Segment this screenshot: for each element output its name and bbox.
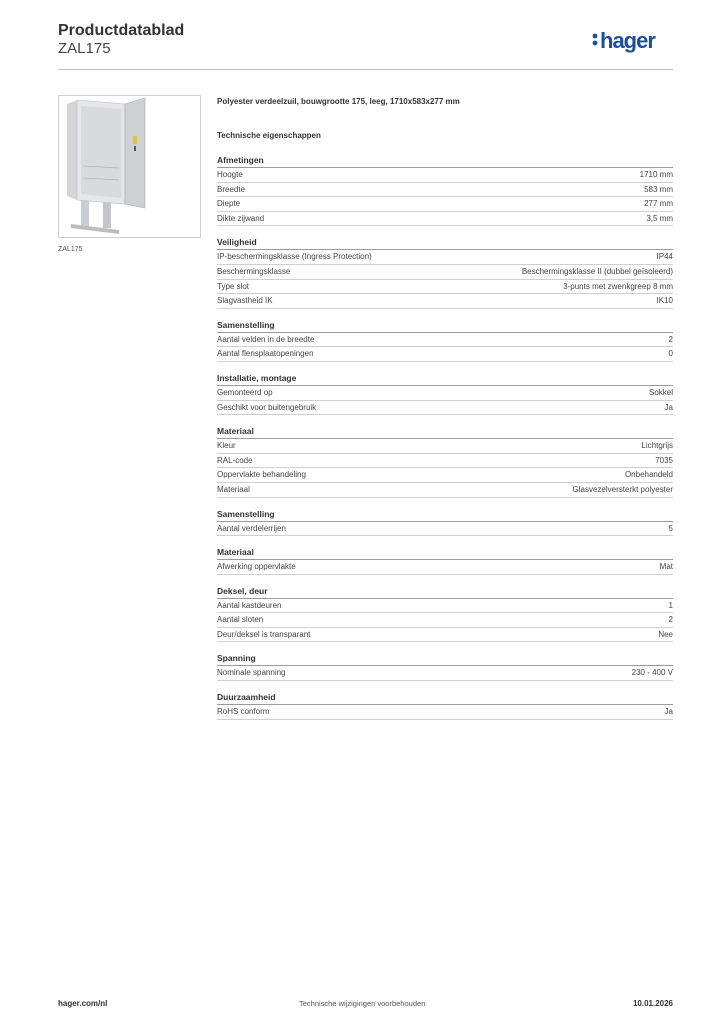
spec-label: Type slot bbox=[217, 281, 250, 291]
spec-value: 2 bbox=[668, 615, 673, 625]
spec-label: RAL-code bbox=[217, 455, 253, 465]
spec-row bbox=[217, 468, 673, 483]
spec-label: Materiaal bbox=[217, 484, 250, 494]
spec-row bbox=[217, 560, 673, 575]
spec-value: Glasvezelversterkt polyester bbox=[572, 484, 673, 494]
spec-section-title: Materiaal bbox=[217, 425, 673, 439]
spec-value: Sokkel bbox=[648, 387, 673, 397]
spec-section bbox=[217, 546, 673, 575]
spec-row bbox=[217, 347, 673, 362]
spec-label: Aantal velden in de breedte bbox=[217, 334, 315, 344]
product-specs bbox=[217, 96, 673, 730]
spec-value: 1710 mm bbox=[639, 170, 673, 179]
spec-section-title: Installatie, montage bbox=[217, 372, 673, 386]
spec-label: Geschikt voor buitengebruik bbox=[217, 402, 317, 412]
spec-label: Kleur bbox=[217, 441, 236, 451]
spec-row bbox=[217, 168, 673, 183]
spec-value: Ja bbox=[664, 402, 673, 412]
spec-section-title: Duurzaamheid bbox=[217, 691, 673, 705]
spec-section-title: Afmetingen bbox=[217, 154, 673, 168]
spec-label: Breedte bbox=[217, 184, 246, 194]
spec-label: Aantal sloten bbox=[217, 615, 264, 625]
spec-row bbox=[217, 483, 673, 498]
spec-value: 7035 bbox=[655, 455, 673, 465]
spec-label: Beschermingsklasse bbox=[217, 266, 291, 276]
spec-row bbox=[217, 454, 673, 469]
hager-dots-logo-icon bbox=[593, 34, 598, 46]
spec-section bbox=[217, 236, 673, 308]
spec-label: Oppervlakte behandeling bbox=[217, 470, 306, 480]
footer-date: 10.01.2026 bbox=[632, 999, 673, 1008]
footer-website[interactable]: hager.com/nl bbox=[58, 999, 108, 1008]
logo-text: hager bbox=[600, 28, 655, 53]
spec-row bbox=[217, 386, 673, 401]
spec-label: Gemonteerd op bbox=[217, 387, 273, 397]
spec-row bbox=[217, 599, 673, 614]
page-title: Productdatablad bbox=[58, 22, 185, 39]
spec-value: 230 - 400 V bbox=[631, 668, 673, 678]
spec-row bbox=[217, 439, 673, 454]
spec-value: IK10 bbox=[656, 296, 673, 306]
spec-value: 0 bbox=[668, 349, 673, 359]
spec-section bbox=[217, 652, 673, 681]
spec-sections bbox=[217, 154, 673, 720]
spec-label: Hoogte bbox=[217, 170, 243, 179]
spec-label: Dikte zijwand bbox=[217, 213, 265, 223]
spec-section bbox=[217, 372, 673, 415]
spec-section-title: Samenstelling bbox=[217, 319, 673, 333]
spec-row bbox=[217, 613, 673, 628]
spec-row bbox=[217, 401, 673, 416]
spec-row bbox=[217, 280, 673, 295]
spec-row bbox=[217, 197, 673, 212]
spec-row bbox=[217, 250, 673, 265]
spec-label: Aantal verdelerrijen bbox=[217, 523, 286, 533]
spec-section-title: Samenstelling bbox=[217, 508, 673, 522]
spec-row bbox=[217, 265, 673, 280]
spec-row bbox=[217, 628, 673, 643]
spec-value: 583 mm bbox=[644, 184, 673, 194]
image-caption: ZAL175 bbox=[58, 246, 83, 253]
product-image bbox=[58, 95, 201, 238]
spec-value: 3,5 mm bbox=[646, 213, 673, 223]
spec-section bbox=[217, 319, 673, 362]
spec-value: 277 mm bbox=[644, 199, 673, 209]
spec-value: Nee bbox=[658, 629, 673, 639]
spec-label: IP-beschermingsklasse (Ingress Protection) bbox=[217, 252, 372, 262]
spec-section bbox=[217, 154, 673, 226]
spec-value: IP44 bbox=[656, 252, 673, 262]
spec-value: 5 bbox=[668, 523, 673, 533]
spec-label: Deur/deksel is transparant bbox=[217, 629, 311, 639]
spec-value: 2 bbox=[668, 334, 673, 344]
hager-logo bbox=[592, 24, 674, 58]
spec-section bbox=[217, 508, 673, 537]
spec-row bbox=[217, 705, 673, 720]
spec-section-title: Deksel, deur bbox=[217, 585, 673, 599]
technical-properties-title: Technische eigenschappen bbox=[217, 131, 321, 140]
spec-value: Lichtgrijs bbox=[641, 441, 673, 451]
spec-section-title: Spanning bbox=[217, 652, 673, 666]
spec-label: Nominale spanning bbox=[217, 668, 286, 678]
spec-value: Beschermingsklasse II (dubbel geïsoleerd) bbox=[521, 266, 673, 276]
spec-row bbox=[217, 183, 673, 198]
spec-label: Afwerking oppervlakte bbox=[217, 562, 296, 572]
product-code: ZAL175 bbox=[58, 40, 111, 57]
spec-row bbox=[217, 294, 673, 309]
spec-value: Onbehandeld bbox=[624, 470, 673, 480]
footer-disclaimer: Technische wijzigingen voorbehouden bbox=[299, 999, 426, 1008]
spec-value: Mat bbox=[659, 562, 673, 572]
header-divider bbox=[58, 69, 673, 70]
spec-section bbox=[217, 425, 673, 497]
spec-section bbox=[217, 691, 673, 720]
spec-label: Slagvastheid IK bbox=[217, 296, 273, 306]
spec-section bbox=[217, 585, 673, 643]
spec-label: Aantal flensplaatopeningen bbox=[217, 349, 314, 359]
spec-value: 1 bbox=[668, 600, 673, 610]
product-description: Polyester verdeelzuil, bouwgrootte 175, leeg, 1710x583x277 mm bbox=[217, 97, 460, 106]
spec-label: Diepte bbox=[217, 199, 241, 209]
spec-row bbox=[217, 522, 673, 537]
spec-row bbox=[217, 666, 673, 681]
spec-section-title: Materiaal bbox=[217, 546, 673, 560]
spec-label: RoHS conform bbox=[217, 707, 270, 717]
cabinet-illustration bbox=[59, 96, 200, 237]
spec-label: Aantal kastdeuren bbox=[217, 600, 282, 610]
spec-row bbox=[217, 333, 673, 348]
spec-row bbox=[217, 212, 673, 227]
spec-section-title: Veiligheid bbox=[217, 236, 673, 250]
spec-value: 3-punts met zwenkgreep 8 mm bbox=[563, 281, 673, 291]
spec-value: Ja bbox=[664, 707, 673, 717]
